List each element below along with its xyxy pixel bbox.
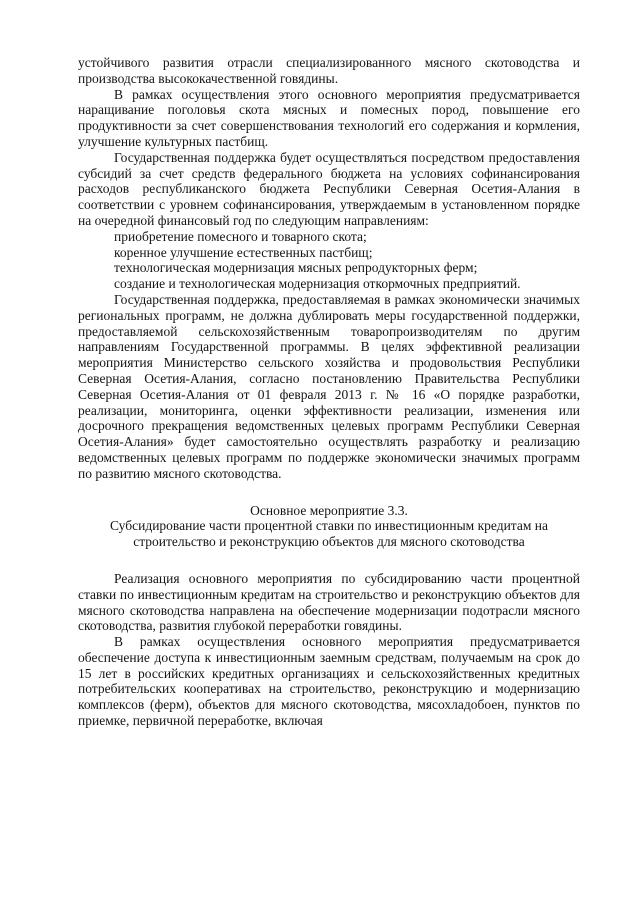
paragraph: В рамках осуществления основного мероприятия предусматривается обеспечение доступа к инвестиционным заемным средствам, получаемым на срок до 15 лет в российских кредитных организациях и сельскохозяйственных кредитных потребительских кооперативах на строительство, реконструкцию и модернизацию комплексов (ферм), объектов для мясного скотоводства, мясохладобоен, пунктов по приемке, первичной переработке, включая — [78, 634, 580, 729]
paragraph: Государственная поддержка, предоставляемая в рамках экономически значимых региональных программ, не должна дублировать меры государственной поддержки, предоставляемой сельскохозяйственным товаропроизводителям по другим направлениям Государственной программы. В целях эффективной реализации мероприятия Министерство сельского хозяйства и продовольствия Республики Северная Осетия-Алания, согласно постановлению Правительства Республики Северная Осетия-Алания от 01 февраля 2013 г. № 16 «О порядке разработки, реализации, мониторинга, оценки эффективности реализации, изменения или досрочного прекращения ведомственных целевых программ Республики Северная Осетия-Алания» будет самостоятельно осуществлять разработку и реализацию ведомственных целевых программ по поддержке экономически значимых программ по развитию мясного скотоводства. — [78, 291, 580, 481]
paragraph: устойчивого развития отрасли специализированного мясного скотоводства и производства высококачественной говядины. — [78, 55, 580, 86]
list-item: приобретение помесного и товарного скота; — [114, 228, 367, 244]
paragraph: Реализация основного мероприятия по субсидированию части процентной ставки по инвестиционным кредитам на строительство и реконструкцию объектов для мясного скотоводства направлена на обеспечение модернизации подотрасли мясного скотоводства, развития глубокой переработки говядины. — [78, 570, 580, 634]
document-page — [78, 55, 580, 729]
paragraph: В рамках осуществления этого основного мероприятия предусматривается наращивание поголовья скота мясных и помесных пород, повышение его продуктивности за счет совершенствования технологий его содержания и кормления, улучшение культурных пастбищ. — [78, 86, 580, 149]
heading-title-line-2: строительство и реконструкцию объектов для мясного скотоводства — [133, 534, 525, 550]
heading-number: Основное мероприятие 3.3. — [250, 502, 408, 518]
section-heading — [78, 503, 580, 550]
list-item: создание и технологическая модернизация откормочных предприятий. — [114, 276, 521, 292]
text-after-heading — [78, 571, 580, 729]
list-item: коренное улучшение естественных пастбищ; — [114, 244, 373, 260]
list-item: технологическая модернизация мясных репродукторных ферм; — [114, 260, 478, 276]
heading-title-line-1: Субсидирование части процентной ставки по инвестиционным кредитам на — [110, 518, 548, 534]
text-before-heading — [78, 55, 580, 482]
paragraph: Государственная поддержка будет осуществляться посредством предоставления субсидий за счет средств федерального бюджета на условиях софинансирования расходов республиканского бюджета Республики Северная Осетия-Алания в соответствии с уровнем софинансирования, утверждаемым в установленном порядке на очередной финансовый год по следующим направлениям: — [78, 149, 580, 228]
